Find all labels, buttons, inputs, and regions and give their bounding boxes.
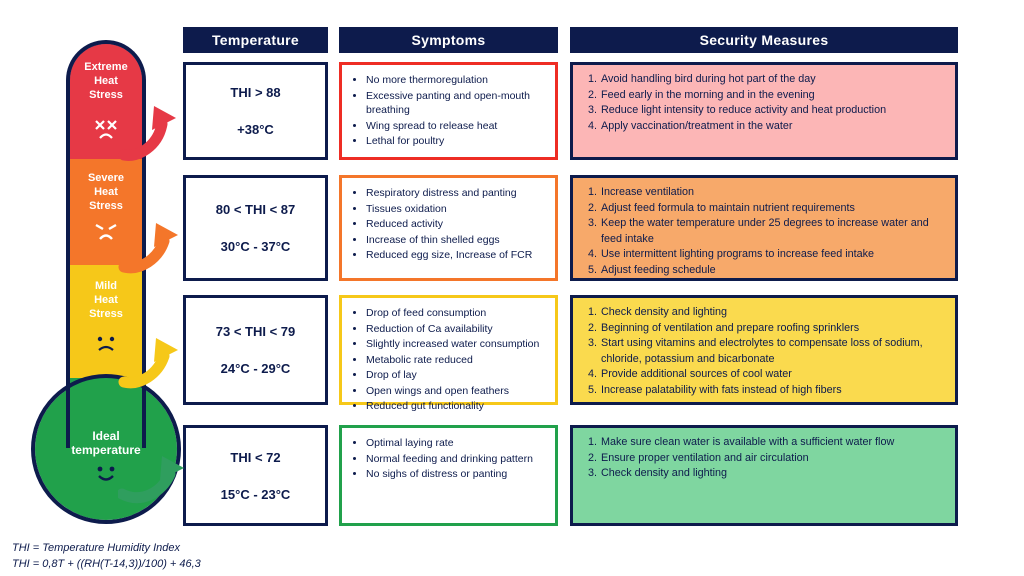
- security-box-ideal: [570, 425, 958, 526]
- list-item: 3. Check density and lighting: [600, 466, 945, 482]
- list-item: • Reduced activity: [366, 217, 549, 232]
- list-item: • Slightly increased water consumption: [366, 337, 549, 352]
- thi-value: THI < 72: [230, 449, 281, 465]
- arrow-severe: [118, 215, 190, 280]
- label-line: Heat: [94, 75, 118, 87]
- list-item: 1. Increase ventilation: [600, 185, 945, 201]
- list-item: • No more thermoregulation: [366, 73, 549, 88]
- temperature-box-severe: [183, 175, 328, 281]
- list-item: • Reduction of Ca availability: [366, 322, 549, 337]
- thermometer-label-mild: [70, 279, 142, 321]
- neutral-face-svg: [93, 334, 119, 352]
- label-line: Ideal: [92, 429, 120, 443]
- list-item: 1. Avoid handling bird during hot part of the day: [600, 72, 945, 88]
- list-item: 2. Ensure proper ventilation and air circulation: [600, 451, 945, 467]
- label-line: temperature: [71, 443, 141, 457]
- temperature-box-mild: [183, 295, 328, 405]
- label-line: Heat: [94, 186, 118, 198]
- label-line: Severe: [87, 172, 125, 184]
- celsius-value: 24°C - 29°C: [220, 361, 291, 376]
- label-line: Mild: [95, 280, 117, 292]
- list-item: • Tissues oxidation: [366, 202, 549, 217]
- label-line: Stress: [89, 89, 123, 101]
- list-item: 4. Use intermittent lighting programs to increase feed intake: [600, 247, 945, 263]
- symptoms-box-extreme: [339, 62, 558, 160]
- footnote-thi-definition: THI = Temperature Humidity Index: [12, 542, 181, 554]
- list-item: • Metabolic rate reduced: [366, 353, 549, 368]
- symptoms-list: [348, 306, 549, 414]
- symptoms-list: [348, 186, 549, 263]
- symptoms-box-mild: [339, 295, 558, 412]
- arrow-orange-svg: [118, 215, 190, 275]
- smiley-face-svg: [91, 464, 121, 484]
- list-item: 2. Beginning of ventilation and prepare roofing sprinklers: [600, 321, 945, 337]
- list-item: • Drop of feed consumption: [366, 306, 549, 321]
- symptoms-box-ideal: [339, 425, 558, 526]
- symptoms-list: [348, 436, 549, 482]
- list-item: • Drop of lay: [366, 368, 549, 383]
- list-item: 5. Adjust feeding schedule: [600, 263, 945, 279]
- label-line: Extreme: [84, 61, 128, 73]
- list-item: 3. Keep the water temperature under 25 degrees to increase water and feed intake: [600, 216, 945, 247]
- security-list: [583, 185, 945, 278]
- label-line: Heat: [94, 294, 118, 306]
- security-box-extreme: [570, 62, 958, 160]
- arrow-green-svg: [118, 448, 198, 508]
- thermometer-label-severe: [70, 171, 142, 213]
- list-item: 2. Adjust feed formula to maintain nutrient requirements: [600, 201, 945, 217]
- footnote-thi-formula: THI = 0,8T + ((RH(T-14,3))/100) + 46,3: [12, 558, 201, 570]
- list-item: 5. Increase palatability with fats instead of high fibers: [600, 383, 945, 399]
- list-item: 3. Reduce light intensity to reduce activity and heat production: [600, 103, 945, 119]
- label-line: Stress: [89, 200, 123, 212]
- arrow-red-svg: [118, 100, 190, 162]
- list-item: • No sighs of distress or panting: [366, 467, 549, 482]
- arrow-yellow-svg: [118, 330, 190, 390]
- list-item: • Open wings and open feathers: [366, 384, 549, 399]
- list-item: 3. Start using vitamins and electrolytes to compensate loss of sodium, chloride, potassium and bicarbonate: [600, 336, 945, 367]
- celsius-value: +38°C: [237, 122, 274, 137]
- symptoms-box-severe: [339, 175, 558, 281]
- temperature-box-extreme: [183, 62, 328, 160]
- list-item: 1. Make sure clean water is available with a sufficient water flow: [600, 435, 945, 451]
- sad-face-svg: [93, 222, 119, 240]
- thi-value: 80 < THI < 87: [215, 202, 296, 217]
- security-list: [583, 72, 945, 134]
- list-item: • Reduced gut functionality: [366, 399, 549, 414]
- celsius-value: 30°C - 37°C: [220, 239, 291, 254]
- arrow-ideal: [118, 448, 198, 513]
- arrow-extreme: [118, 100, 190, 167]
- list-item: • Normal feeding and drinking pattern: [366, 452, 549, 467]
- list-item: 4. Apply vaccination/treatment in the water: [600, 119, 945, 135]
- security-list: [583, 305, 945, 398]
- list-item: • Respiratory distress and panting: [366, 186, 549, 201]
- column-header-symptoms: Symptoms: [339, 27, 558, 53]
- dead-face-svg: [93, 119, 119, 139]
- list-item: 1. Check density and lighting: [600, 305, 945, 321]
- list-item: • Wing spread to release heat: [366, 119, 549, 134]
- list-item: • Excessive panting and open-mouth breathing: [366, 89, 549, 118]
- symptoms-list: [348, 73, 549, 149]
- list-item: • Lethal for poultry: [366, 134, 549, 149]
- list-item: • Increase of thin shelled eggs: [366, 233, 549, 248]
- list-item: 2. Feed early in the morning and in the evening: [600, 88, 945, 104]
- list-item: • Reduced egg size, Increase of FCR: [366, 248, 549, 263]
- security-list: [583, 435, 945, 482]
- list-item: 4. Provide additional sources of cool water: [600, 367, 945, 383]
- thi-value: 73 < THI < 79: [215, 324, 296, 339]
- list-item: • Optimal laying rate: [366, 436, 549, 451]
- thi-value: THI > 88: [230, 85, 281, 100]
- security-box-severe: [570, 175, 958, 281]
- column-header-temperature: Temperature: [183, 27, 328, 53]
- security-box-mild: [570, 295, 958, 405]
- thermometer-label-extreme: [70, 60, 142, 102]
- label-line: Stress: [89, 308, 123, 320]
- column-header-security-measures: Security Measures: [570, 27, 958, 53]
- celsius-value: 15°C - 23°C: [220, 486, 291, 502]
- arrow-mild: [118, 330, 190, 395]
- temperature-box-ideal: [183, 425, 328, 526]
